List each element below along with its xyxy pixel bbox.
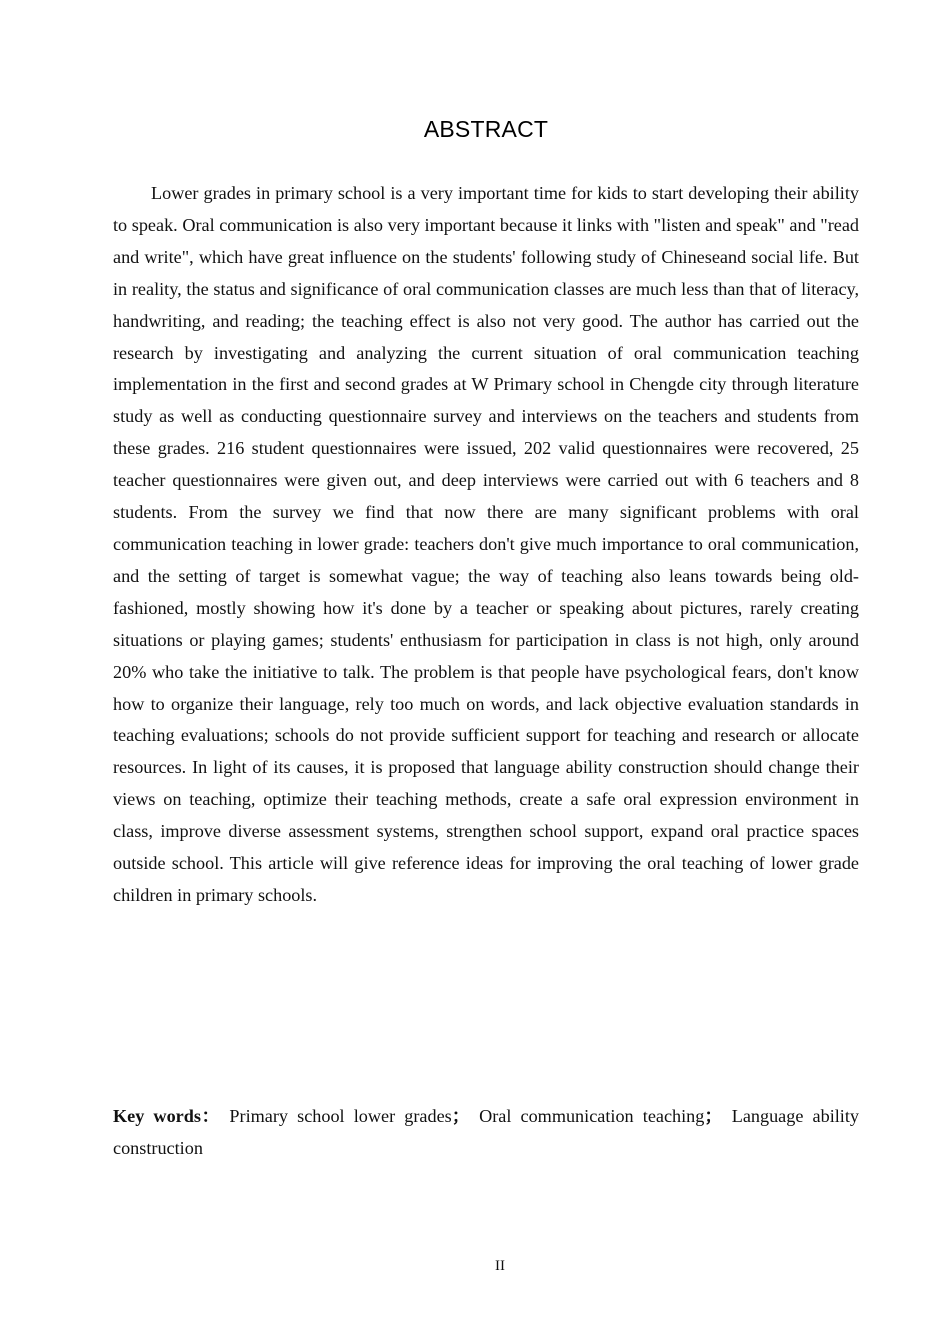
page-number: II bbox=[495, 1258, 505, 1274]
abstract-title: ABSTRACT bbox=[423, 116, 549, 142]
keyword-item: Language ability construction bbox=[113, 1106, 859, 1158]
keyword-separator: ； bbox=[704, 1106, 723, 1126]
keyword-item: Oral communication teaching bbox=[479, 1106, 705, 1126]
keywords-label: Key words： bbox=[113, 1106, 221, 1126]
abstract-paragraph: Lower grades in primary school is a very important time for kids to start developing their ability to speak. Oral communication is also very important because it links with "listen and speak" and "read and write", which have great influence on the students' following study of Chineseand social life. But in reality, the status and significance of oral communication classes are much less than that of literacy, handwriting, and reading; the teaching effect is also not very good. The author has carried out the research by investigating and analyzing the current situation of oral communication teaching implementation in the first and second grades at W Primary school in Chengde city through literature study as well as conducting questionnaire survey and interviews on the teachers and students from these grades. 216 student questionnaires were issued, 202 valid questionnaires were recovered, 25 teacher questionnaires were given out, and deep interviews were carried out with 6 teachers and 8 students. From the survey we find that now there are many significant problems with oral communication teaching in lower grade: teachers don't give much importance to oral communication, and the setting of target is somewhat vague; the way of teaching also leans towards being old-fashioned, mostly showing how it's done by a teacher or speaking about pictures, rarely creating situations or playing games; students' enthusiasm for participation in class is not high, only around 20% who take the initiative to talk. The problem is that people have psychological fears, don't know how to organize their language, rely too much on words, and lack objective evaluation standards in teaching evaluations; schools do not provide sufficient support for teaching and research or allocate resources. In light of its causes, it is proposed that language ability construction should change their views on teaching, optimize their teaching methods, create a safe oral expression environment in class, improve diverse assessment systems, strengthen school support, expand oral practice spaces outside school. This article will give reference ideas for improving the oral teaching of lower grade children in primary schools. bbox=[113, 183, 859, 905]
keyword-item: Primary school lower grades bbox=[229, 1106, 452, 1126]
keyword-separator: ； bbox=[451, 1106, 470, 1126]
keywords-line bbox=[113, 1101, 859, 1164]
